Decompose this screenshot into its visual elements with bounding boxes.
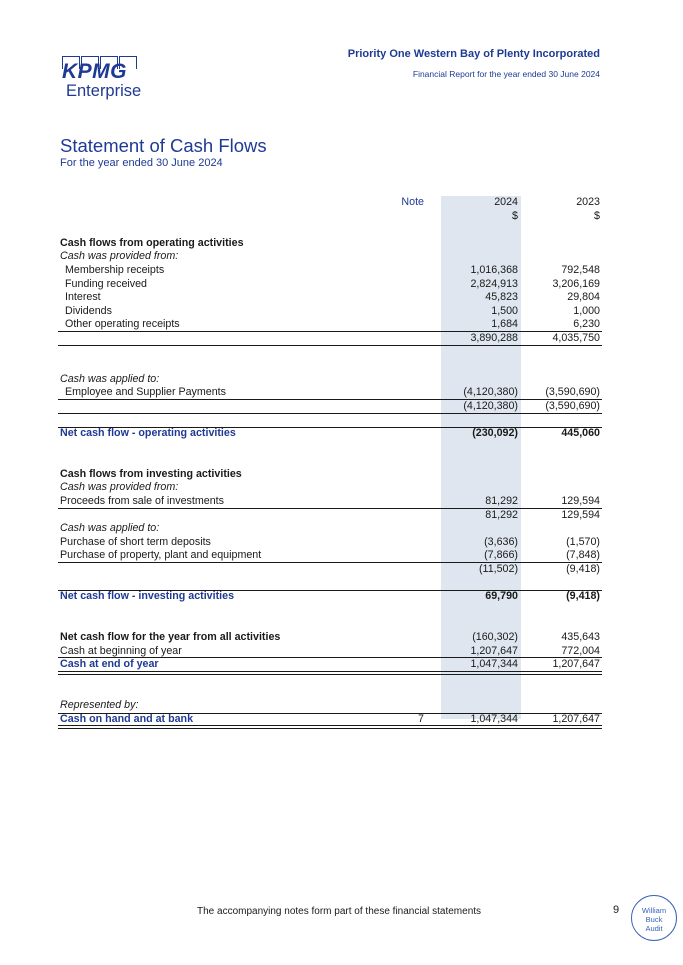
- stamp-line: Buck: [645, 915, 663, 924]
- value-2023: 3,206,169: [552, 277, 600, 290]
- subtotal-2023: 4,035,750: [552, 331, 600, 344]
- value-2024: 45,823: [485, 291, 518, 304]
- subtotal-2024: 3,890,288: [470, 331, 518, 344]
- footer-note: The accompanying notes form part of these financial statements: [197, 906, 482, 917]
- subsection-label: Cash was applied to:: [60, 522, 160, 535]
- represented-by-row: [58, 699, 602, 713]
- subsection-label: Cash was provided from:: [60, 250, 179, 263]
- section-heading: Cash flows from investing activities: [60, 467, 242, 480]
- table-row: [58, 318, 602, 332]
- value-2023: 6,230: [573, 318, 600, 331]
- subtotal-2023: 129,594: [561, 508, 600, 521]
- stamp-line: Audit: [645, 924, 663, 933]
- value-2024: 81,292: [485, 495, 518, 508]
- value-2024: (3,636): [484, 535, 518, 548]
- logo-brand: KPMG: [62, 60, 127, 83]
- page-number: 9: [613, 904, 620, 916]
- row-label: Employee and Supplier Payments: [65, 386, 226, 399]
- net-2023: (9,418): [566, 590, 600, 603]
- operating-heading-row: [58, 237, 602, 251]
- value-2023: 1,000: [573, 304, 600, 317]
- row-label: Membership receipts: [65, 263, 165, 276]
- net-label: Net cash flow - investing activities: [60, 590, 235, 603]
- cash-flow-statement: [58, 196, 602, 726]
- row-label: Purchase of property, plant and equipment: [60, 549, 262, 562]
- table-row: [58, 264, 602, 278]
- rule: [58, 725, 602, 726]
- subtotal-2024: 81,292: [485, 508, 518, 521]
- stamp-line: William: [641, 906, 667, 915]
- investing-applied-row: [58, 522, 602, 536]
- subtotal-2024: (4,120,380): [463, 399, 518, 412]
- value-2023: 792,548: [561, 263, 600, 276]
- row-label: Net cash flow for the year from all activities: [60, 631, 281, 643]
- page-subtitle: For the year ended 30 June 2024: [60, 157, 223, 169]
- double-rule: [58, 728, 602, 729]
- logo-sub: Enterprise: [66, 82, 142, 100]
- value-2024: (7,866): [484, 549, 518, 562]
- row-label: Funding received: [65, 277, 147, 290]
- table-row: [58, 549, 602, 563]
- row-label: Other operating receipts: [65, 318, 180, 331]
- row-label: Purchase of short term deposits: [60, 535, 211, 548]
- currency-2024: $: [512, 209, 518, 222]
- value-2024: 1,047,344: [470, 658, 518, 671]
- value-2024: 1,207,647: [470, 644, 518, 657]
- subtotal-row: [58, 509, 602, 523]
- value-2023: (7,848): [566, 549, 600, 562]
- end-cash-row: [58, 658, 602, 672]
- net-2024: (230,092): [472, 427, 518, 440]
- row-label: Proceeds from sale of investments: [60, 495, 224, 508]
- value-2023: (3,590,690): [545, 386, 600, 399]
- net-2024: 69,790: [485, 590, 518, 603]
- operating-provided-row: [58, 250, 602, 264]
- table-row: [58, 386, 602, 400]
- table-row: [58, 536, 602, 550]
- subtotal-2024: (11,502): [478, 563, 518, 576]
- subtotal-row: [58, 332, 602, 346]
- operating-applied-row: [58, 373, 602, 387]
- value-2023: 1,207,647: [552, 712, 600, 725]
- net-all-row: [58, 631, 602, 645]
- value-2023: 29,804: [567, 291, 600, 304]
- value-2024: 1,500: [491, 304, 518, 317]
- subsection-label: Cash was provided from:: [60, 481, 179, 494]
- subsection-label: Cash was applied to:: [60, 372, 160, 385]
- cash-on-hand-row: [58, 713, 602, 727]
- year-2023-header: 2023: [576, 196, 600, 208]
- net-label: Net cash flow - operating activities: [60, 427, 236, 440]
- subsection-label: Represented by:: [60, 698, 139, 711]
- table-row: [58, 495, 602, 509]
- page-title: Statement of Cash Flows: [60, 135, 267, 156]
- value-2023: 1,207,647: [552, 658, 600, 671]
- currency-2023: $: [594, 209, 600, 222]
- company-name: Priority One Western Bay of Plenty Incorporated: [347, 48, 600, 60]
- net-operating-row: [58, 427, 602, 441]
- net-investing-row: [58, 590, 602, 604]
- value-2024: (160,302): [472, 631, 518, 643]
- value-2024: (4,120,380): [463, 386, 518, 399]
- value-2024: 1,016,368: [470, 263, 518, 276]
- value-2023: 435,643: [561, 631, 600, 643]
- investing-heading-row: [58, 468, 602, 482]
- row-label: Cash on hand and at bank: [60, 712, 194, 725]
- report-title: Financial Report for the year ended 30 June 2024: [412, 69, 600, 79]
- column-header-row: [58, 196, 602, 210]
- value-2024: 1,047,344: [470, 712, 518, 725]
- net-2023: 445,060: [561, 427, 600, 440]
- row-label: Dividends: [65, 304, 112, 317]
- table-row: [58, 305, 602, 319]
- note-column-header: Note: [401, 196, 424, 208]
- section-heading: Cash flows from operating activities: [60, 236, 244, 249]
- row-label: Interest: [65, 291, 101, 304]
- value-2024: 2,824,913: [470, 277, 518, 290]
- currency-header-row: [58, 210, 602, 224]
- subtotal-row: [58, 400, 602, 414]
- value-2023: (1,570): [566, 535, 600, 548]
- value-2023: 772,004: [561, 644, 600, 657]
- kpmg-enterprise-logo: [62, 56, 142, 101]
- table-row: [58, 291, 602, 305]
- year-2024-header: 2024: [494, 196, 518, 208]
- value-2024: 1,684: [491, 318, 518, 331]
- subtotal-2023: (3,590,690): [545, 399, 600, 412]
- beginning-cash-row: [58, 645, 602, 659]
- row-label: Cash at end of year: [60, 658, 159, 671]
- note-ref: 7: [418, 712, 424, 725]
- subtotal-2023: (9,418): [566, 563, 600, 576]
- investing-provided-row: [58, 481, 602, 495]
- row-label: Cash at beginning of year: [60, 644, 182, 657]
- audit-stamp: [631, 895, 677, 941]
- value-2023: 129,594: [561, 495, 600, 508]
- subtotal-row: [58, 563, 602, 577]
- table-row: [58, 278, 602, 292]
